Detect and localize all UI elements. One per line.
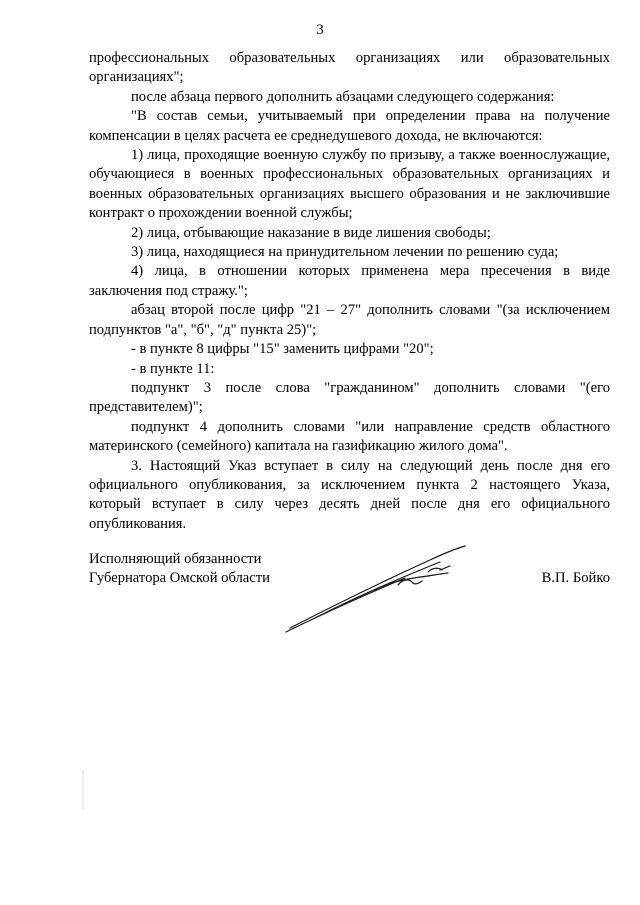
page-number: 3 bbox=[316, 22, 324, 38]
handwritten-signature bbox=[280, 540, 470, 635]
paragraph-subpoint-3: подпункт 3 после слова "гражданином" дополнить словами "(его представителем)"; bbox=[89, 379, 610, 416]
paragraph-item-3: 3) лица, находящиеся на принудительном лечении по решению суда; bbox=[131, 244, 559, 261]
paragraph-point-11: - в пункте 11: bbox=[131, 360, 215, 377]
paragraph-subpoint-4: подпункт 4 дополнить словами "или направление средств областного материнского (семейного) капитала на газификацию жилого дома". bbox=[89, 418, 610, 455]
paragraph-item-1: 1) лица, проходящие военную службу по призыву, а также военнослужащие, обучающиеся в военных профессиональных образовательных организациях и военных образовательных организациях высшего образования и не заключившие контракт о прохождении военной службы; bbox=[89, 147, 610, 222]
paragraph-effective-date: 3. Настоящий Указ вступает в силу на следующий день после дня его официального опубликования, за исключением пункта 2 настоящего Указа, который вступает в силу через десять дней после дня его официального опубликования. bbox=[89, 457, 610, 532]
paragraph-item-2: 2) лица, отбывающие наказание в виде лишения свободы; bbox=[131, 224, 491, 241]
scan-artifact bbox=[82, 770, 84, 810]
paragraph-point-8: - в пункте 8 цифры "15" заменить цифрами "20"; bbox=[131, 341, 434, 358]
paragraph-item-4: 4) лица, в отношении которых применена мера пресечения в виде заключения под стражу."; bbox=[89, 263, 610, 299]
document-body bbox=[89, 49, 610, 534]
signatory-position-line-1: Исполняющий обязанности bbox=[89, 551, 262, 567]
signer-name: В.П. Бойко bbox=[541, 570, 610, 586]
paragraph-amendment-intro: после абзаца первого дополнить абзацами следующего содержания: bbox=[131, 88, 555, 105]
paragraph-continuation: профессиональных образовательных организациях или образовательных организациях"; bbox=[89, 50, 610, 86]
paragraph-second-abzac: абзац второй после цифр "21 – 27" дополнить словами "(за исключением подпунктов "а", "б", "д" пункта 25)"; bbox=[89, 302, 610, 338]
signatory-position bbox=[89, 550, 270, 589]
paragraph-family-composition: "В состав семьи, учитываемый при определении права на получение компенсации в целях расчета ее среднедушевого дохода, не включаются: bbox=[89, 108, 610, 144]
signatory-position-line-2: Губернатора Омской области bbox=[89, 570, 270, 587]
